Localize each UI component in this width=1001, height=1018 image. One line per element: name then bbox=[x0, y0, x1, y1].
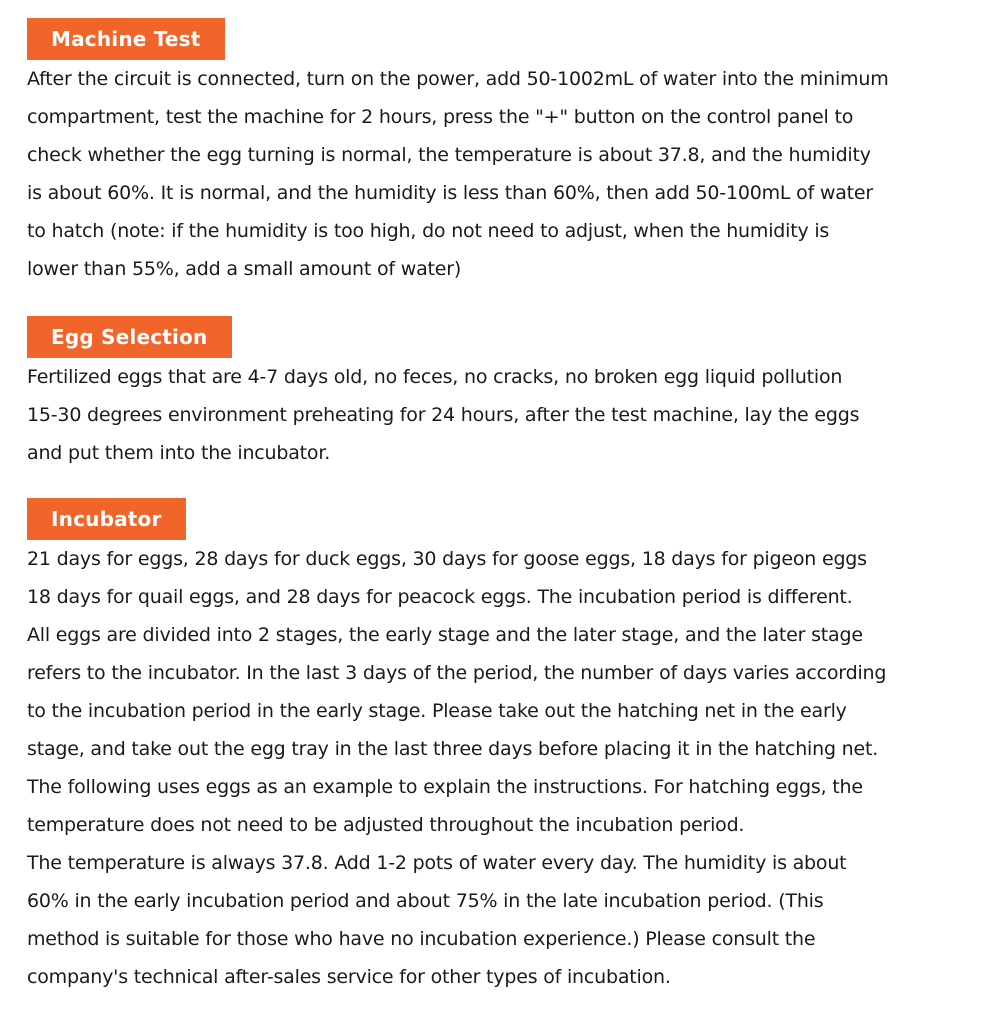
text-line: 18 days for quail eggs, and 28 days for peacock eggs. The incubation period is different. bbox=[27, 586, 853, 608]
text-line: The following uses eggs as an example to explain the instructions. For hatching eggs, the bbox=[27, 776, 863, 798]
text-line: Fertilized eggs that are 4-7 days old, no feces, no cracks, no broken egg liquid pollution bbox=[27, 366, 843, 388]
text-line: and put them into the incubator. bbox=[27, 442, 331, 464]
text-line: is about 60%. It is normal, and the humidity is less than 60%, then add 50-100mL of water bbox=[27, 182, 874, 204]
section-egg-selection bbox=[27, 316, 962, 472]
paragraph-machine-test bbox=[27, 60, 962, 288]
text-line: method is suitable for those who have no incubation experience.) Please consult the bbox=[27, 928, 816, 950]
section-heading-machine-test: Machine Test bbox=[27, 18, 225, 60]
text-line: The temperature is always 37.8. Add 1-2 pots of water every day. The humidity is about bbox=[27, 852, 847, 874]
section-heading-egg-selection: Egg Selection bbox=[27, 316, 232, 358]
text-line: temperature does not need to be adjusted throughout the incubation period. bbox=[27, 814, 745, 836]
paragraph-incubator-periods bbox=[27, 540, 962, 844]
text-line: All eggs are divided into 2 stages, the early stage and the later stage, and the later stage bbox=[27, 624, 863, 646]
text-line: check whether the egg turning is normal, the temperature is about 37.8, and the humidity bbox=[27, 144, 871, 166]
text-line: compartment, test the machine for 2 hours, press the "+" button on the control panel to bbox=[27, 106, 854, 128]
text-line: After the circuit is connected, turn on the power, add 50-1002mL of water into the minimum bbox=[27, 68, 889, 90]
text-line: to the incubation period in the early stage. Please take out the hatching net in the early bbox=[27, 700, 847, 722]
text-line: to hatch (note: if the humidity is too high, do not need to adjust, when the humidity is bbox=[27, 220, 830, 242]
text-line: company's technical after-sales service for other types of incubation. bbox=[27, 966, 671, 988]
section-incubator bbox=[27, 498, 962, 996]
paragraph-egg-selection bbox=[27, 358, 962, 472]
section-heading-incubator: Incubator bbox=[27, 498, 186, 540]
paragraph-incubator-temperature bbox=[27, 844, 962, 996]
text-line: refers to the incubator. In the last 3 days of the period, the number of days varies according bbox=[27, 662, 887, 684]
text-line: 15-30 degrees environment preheating for 24 hours, after the test machine, lay the eggs bbox=[27, 404, 860, 426]
text-line: lower than 55%, add a small amount of water) bbox=[27, 258, 462, 280]
section-machine-test bbox=[27, 18, 962, 288]
text-line: 21 days for eggs, 28 days for duck eggs, 30 days for goose eggs, 18 days for pigeon eggs bbox=[27, 548, 867, 570]
text-line: 60% in the early incubation period and about 75% in the late incubation period. (This bbox=[27, 890, 824, 912]
text-line: stage, and take out the egg tray in the last three days before placing it in the hatching net. bbox=[27, 738, 879, 760]
